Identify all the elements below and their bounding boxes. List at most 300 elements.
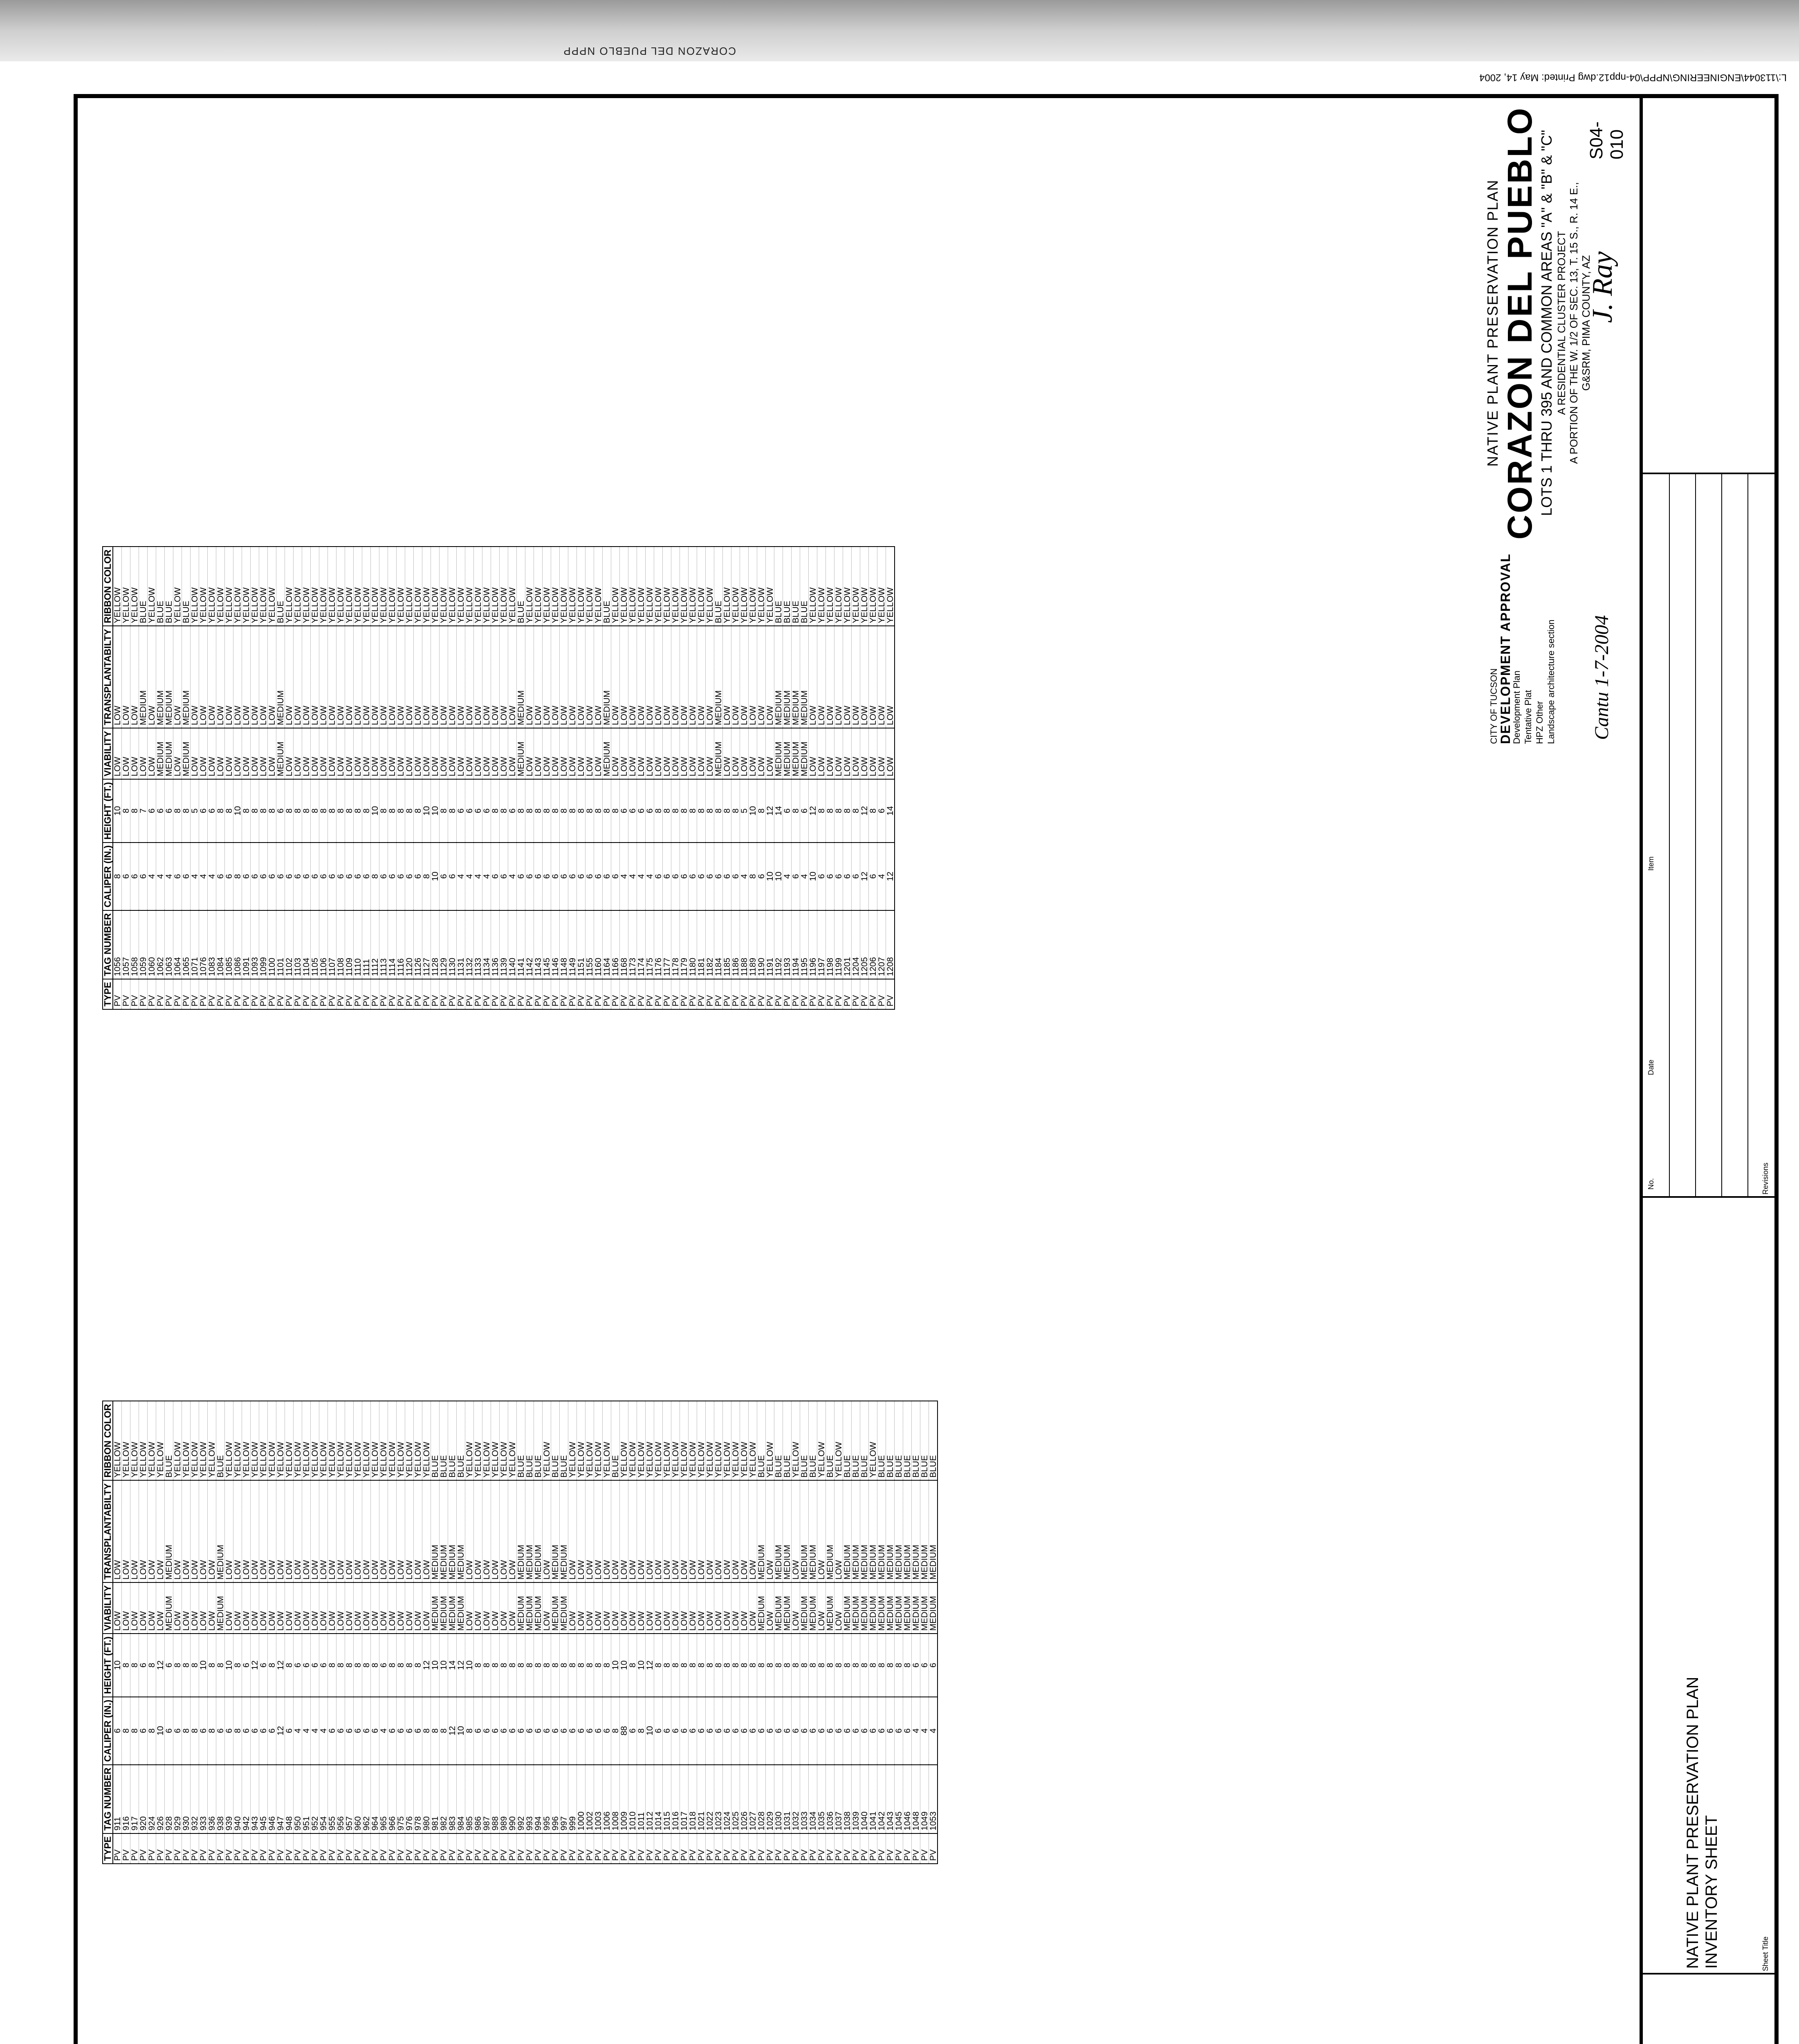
cell-cal: 10	[809, 843, 817, 910]
table-row	[225, 1401, 233, 1864]
tb-no-label: No.	[1647, 1178, 1655, 1190]
cell-trn: LOW	[706, 1480, 714, 1582]
cell-via: MEDIUM	[534, 1582, 543, 1634]
table-row	[311, 1401, 319, 1864]
cell-rib: BLUE	[903, 1401, 912, 1480]
table-row	[697, 547, 706, 1009]
cell-type: PV	[749, 1833, 757, 1864]
table-row	[431, 1401, 440, 1864]
cell-rib: YELLOW	[268, 547, 276, 626]
cell-ht: 6	[912, 1634, 920, 1697]
table-row	[920, 1401, 929, 1864]
cell-type: PV	[457, 979, 465, 1009]
column-header: TRANSPLANTABILTY	[103, 626, 113, 728]
cell-tag: 1102	[285, 910, 294, 979]
cell-trn: MEDIUM	[156, 626, 165, 728]
cell-ht: 8	[809, 1634, 817, 1697]
cell-via: MEDIUM	[920, 1582, 929, 1634]
cell-trn: LOW	[697, 626, 706, 728]
cell-type: PV	[594, 1833, 603, 1864]
cell-rib: BLUE	[895, 1401, 903, 1480]
cell-type: PV	[379, 979, 388, 1009]
cell-ht: 8	[826, 1634, 834, 1697]
cell-ht: 8	[397, 779, 405, 843]
cell-rib: BLUE	[800, 547, 809, 626]
cell-rib: YELLOW	[482, 547, 491, 626]
cell-cal: 4	[302, 1697, 311, 1765]
cell-type: PV	[809, 979, 817, 1009]
inventory-table	[102, 1401, 938, 1864]
cell-type: PV	[877, 1833, 886, 1864]
cell-type: PV	[482, 979, 491, 1009]
cell-via: LOW	[886, 728, 895, 779]
table-row	[216, 1401, 225, 1864]
cell-rib: YELLOW	[637, 547, 646, 626]
cell-cal: 8	[611, 1697, 620, 1765]
cell-type: PV	[500, 979, 508, 1009]
cell-ht: 8	[216, 1634, 225, 1697]
cell-tag: 1180	[689, 910, 697, 979]
cell-via: LOW	[877, 728, 886, 779]
cell-rib: YELLOW	[130, 547, 139, 626]
cell-trn: LOW	[294, 626, 302, 728]
cell-cal: 6	[551, 1697, 560, 1765]
table-row	[440, 1401, 448, 1864]
cell-type: PV	[500, 1833, 508, 1864]
project-sub1: A RESIDENTIAL CLUSTER PROJECT	[1555, 231, 1568, 415]
cell-via: MEDIUM	[448, 1582, 457, 1634]
cell-trn: MEDIUM	[139, 626, 148, 728]
cell-type: PV	[697, 979, 706, 1009]
table-row	[731, 547, 740, 1009]
cell-rib: YELLOW	[268, 1401, 276, 1480]
cell-cal: 6	[603, 1697, 611, 1765]
cell-tag: 1100	[268, 910, 276, 979]
cell-ht: 8	[491, 1634, 500, 1697]
table-row	[130, 1401, 139, 1864]
cell-trn: LOW	[405, 626, 414, 728]
cell-trn: LOW	[749, 626, 757, 728]
cell-trn: LOW	[139, 1480, 148, 1582]
table-row	[594, 1401, 603, 1864]
cell-rib: YELLOW	[362, 547, 371, 626]
cell-tag: 1133	[474, 910, 482, 979]
cell-rib: BLUE	[216, 1401, 225, 1480]
table-row	[148, 1401, 156, 1864]
cell-type: PV	[663, 1833, 671, 1864]
cell-ht: 8	[843, 779, 852, 843]
cell-rib: YELLOW	[345, 1401, 354, 1480]
cell-type: PV	[491, 979, 500, 1009]
table-row	[165, 547, 173, 1009]
cell-via: LOW	[251, 728, 259, 779]
cell-via: MEDIUM	[276, 728, 285, 779]
cell-tag: 1057	[122, 910, 130, 979]
cell-via: LOW	[663, 728, 671, 779]
cell-rib: YELLOW	[620, 1401, 628, 1480]
table-row	[749, 1401, 757, 1864]
cell-cal: 6	[311, 843, 319, 910]
cell-cal: 6	[414, 1697, 422, 1765]
cell-ht: 8	[208, 1634, 216, 1697]
cell-ht: 12	[251, 1634, 259, 1697]
cell-trn: LOW	[534, 626, 543, 728]
cell-cal: 6	[371, 1697, 379, 1765]
table-row	[834, 547, 843, 1009]
cell-cal: 8	[113, 843, 122, 910]
cell-ht: 10	[199, 1634, 208, 1697]
cell-via: MEDIUM	[792, 728, 800, 779]
cell-via: LOW	[130, 1582, 139, 1634]
cell-trn: LOW	[809, 626, 817, 728]
cell-ht: 8	[508, 1634, 517, 1697]
cell-trn: MEDIUM	[603, 626, 611, 728]
cell-via: LOW	[749, 728, 757, 779]
cell-rib: YELLOW	[543, 547, 551, 626]
cell-rib: YELLOW	[388, 1401, 397, 1480]
cell-rib: YELLOW	[869, 1401, 877, 1480]
cell-cal: 6	[440, 843, 448, 910]
cell-rib: BLUE	[774, 547, 783, 626]
table-row	[208, 547, 216, 1009]
cell-type: PV	[122, 1833, 130, 1864]
cell-rib: YELLOW	[637, 1401, 646, 1480]
cell-trn: LOW	[276, 1480, 285, 1582]
cell-type: PV	[165, 979, 173, 1009]
table-row	[302, 547, 311, 1009]
cell-cal: 6	[731, 1697, 740, 1765]
column-header: HEIGHT (FT.)	[103, 1634, 113, 1697]
table-row	[817, 547, 826, 1009]
cell-rib: YELLOW	[852, 547, 860, 626]
cell-via: MEDIUM	[912, 1582, 920, 1634]
cell-cal: 6	[680, 1697, 689, 1765]
cell-trn: LOW	[251, 1480, 259, 1582]
cell-rib: BLUE	[843, 1401, 852, 1480]
cell-trn: LOW	[311, 626, 319, 728]
cell-trn: LOW	[448, 626, 457, 728]
cell-cal: 6	[886, 1697, 895, 1765]
table-row	[792, 547, 800, 1009]
cell-ht: 6	[783, 779, 792, 843]
cell-ht: 6	[319, 1634, 328, 1697]
cell-via: MEDIUM	[517, 1582, 525, 1634]
cell-trn: LOW	[585, 1480, 594, 1582]
cell-rib: YELLOW	[834, 1401, 843, 1480]
cell-tag: 1197	[817, 910, 826, 979]
cell-via: LOW	[251, 1582, 259, 1634]
cell-tag: 985	[465, 1765, 474, 1833]
cell-ht: 8	[405, 1634, 414, 1697]
cell-rib: YELLOW	[594, 1401, 603, 1480]
cell-type: PV	[182, 979, 191, 1009]
cell-cal: 4	[620, 843, 628, 910]
cell-cal: 4	[912, 1697, 920, 1765]
cell-type: PV	[491, 1833, 500, 1864]
cell-rib: YELLOW	[397, 1401, 405, 1480]
table-header-row	[103, 547, 113, 1009]
column-header: VIABILITY	[103, 1582, 113, 1634]
column-header: TAG NUMBER	[103, 910, 113, 979]
cell-trn: LOW	[585, 626, 594, 728]
cell-rib: YELLOW	[422, 547, 431, 626]
cell-cal: 6	[448, 843, 457, 910]
cell-tag: 1188	[740, 910, 749, 979]
cell-cal: 6	[500, 843, 508, 910]
cell-type: PV	[577, 1833, 585, 1864]
cell-via: MEDIUM	[895, 1582, 903, 1634]
table-row	[336, 1401, 345, 1864]
cell-rib: YELLOW	[336, 547, 345, 626]
table-row	[285, 1401, 294, 1864]
cell-type: PV	[603, 1833, 611, 1864]
cell-cal: 8	[233, 1697, 242, 1765]
cell-rib: YELLOW	[689, 1401, 697, 1480]
cell-via: LOW	[500, 1582, 508, 1634]
table-row	[388, 547, 397, 1009]
cell-trn: LOW	[156, 1480, 165, 1582]
cell-ht: 8	[731, 779, 740, 843]
cell-ht: 8	[482, 1634, 491, 1697]
cell-ht: 6	[457, 779, 465, 843]
cell-via: LOW	[731, 728, 740, 779]
cell-cal: 8	[749, 843, 757, 910]
cell-trn: MEDIUM	[783, 626, 792, 728]
table-row	[903, 1401, 912, 1864]
cell-ht: 8	[834, 1634, 843, 1697]
cell-cal: 6	[697, 843, 706, 910]
cell-via: LOW	[474, 728, 482, 779]
table-row	[740, 1401, 749, 1864]
cell-type: PV	[302, 979, 311, 1009]
cell-tag: 1166	[611, 910, 620, 979]
cell-rib: YELLOW	[319, 547, 328, 626]
cell-rib: YELLOW	[474, 547, 482, 626]
cell-tag: 996	[551, 1765, 560, 1833]
cell-cal: 6	[251, 843, 259, 910]
cell-tag: 946	[268, 1765, 276, 1833]
cell-trn: LOW	[646, 1480, 654, 1582]
cell-rib: YELLOW	[568, 1401, 577, 1480]
cell-tag: 986	[474, 1765, 482, 1833]
cell-cal: 88	[620, 1697, 628, 1765]
cell-via: LOW	[646, 1582, 654, 1634]
cell-ht: 8	[714, 1634, 723, 1697]
cell-via: LOW	[225, 728, 233, 779]
cell-ht: 6	[482, 779, 491, 843]
table-row	[482, 547, 491, 1009]
cell-rib: BLUE	[156, 547, 165, 626]
cell-ht: 8	[792, 1634, 800, 1697]
cell-type: PV	[354, 1833, 362, 1864]
table-row	[568, 1401, 577, 1864]
cell-ht: 8	[328, 1634, 336, 1697]
cell-type: PV	[680, 979, 689, 1009]
cell-type: PV	[646, 1833, 654, 1864]
cell-rib: YELLOW	[354, 1401, 362, 1480]
table-row	[113, 547, 122, 1009]
table-row	[757, 547, 766, 1009]
cell-type: PV	[379, 1833, 388, 1864]
cell-trn: LOW	[714, 1480, 723, 1582]
cell-trn: LOW	[242, 626, 251, 728]
cell-via: LOW	[233, 728, 242, 779]
cell-trn: MEDIUM	[895, 1480, 903, 1582]
cell-ht: 8	[371, 1634, 379, 1697]
cell-trn: LOW	[113, 1480, 122, 1582]
cell-rib: BLUE	[517, 1401, 525, 1480]
cell-tag: 1181	[697, 910, 706, 979]
cell-trn: LOW	[817, 626, 826, 728]
cell-trn: LOW	[817, 1480, 826, 1582]
cell-tag: 1032	[792, 1765, 800, 1833]
approval-line4: Landscape architecture section	[1546, 619, 1556, 744]
cell-tag: 948	[285, 1765, 294, 1833]
cell-tag: 943	[251, 1765, 259, 1833]
cell-rib: BLUE	[912, 1401, 920, 1480]
cell-trn: LOW	[354, 1480, 362, 1582]
cell-cal: 6	[774, 1697, 783, 1765]
cell-type: PV	[165, 1833, 173, 1864]
cell-ht: 8	[680, 1634, 689, 1697]
cell-type: PV	[869, 1833, 877, 1864]
cell-rib: YELLOW	[311, 547, 319, 626]
cell-type: PV	[774, 1833, 783, 1864]
cell-rib: YELLOW	[843, 547, 852, 626]
cell-cal: 8	[371, 843, 379, 910]
table-row	[826, 547, 834, 1009]
table-row	[929, 1401, 938, 1864]
cell-rib: BLUE	[783, 1401, 792, 1480]
project-name: CORAZON DEL PUEBLO	[1501, 106, 1539, 540]
cell-rib: BLUE	[783, 547, 792, 626]
cell-rib: YELLOW	[766, 1401, 774, 1480]
cell-tag: 1059	[139, 910, 148, 979]
cell-cal: 10	[457, 1697, 465, 1765]
cell-cal: 4	[191, 843, 199, 910]
cell-via: LOW	[611, 1582, 620, 1634]
cell-trn: LOW	[173, 626, 182, 728]
cell-ht: 8	[362, 779, 371, 843]
cell-rib: YELLOW	[251, 1401, 259, 1480]
cell-trn: LOW	[302, 626, 311, 728]
cell-trn: LOW	[122, 1480, 130, 1582]
cell-ht: 8	[397, 1634, 405, 1697]
cell-cal: 6	[551, 843, 560, 910]
cell-ht: 8	[560, 779, 568, 843]
cell-trn: MEDIUM	[165, 1480, 173, 1582]
cell-rib: YELLOW	[362, 1401, 371, 1480]
cell-via: LOW	[311, 728, 319, 779]
cell-via: LOW	[113, 1582, 122, 1634]
table-row	[706, 547, 714, 1009]
table-row	[817, 1401, 826, 1864]
cell-ht: 6	[156, 779, 165, 843]
cell-via: LOW	[577, 728, 585, 779]
cell-tag: 983	[448, 1765, 457, 1833]
cell-trn: LOW	[397, 1480, 405, 1582]
cell-ht: 8	[577, 1634, 585, 1697]
cell-via: MEDIUM	[525, 1582, 534, 1634]
cell-trn: MEDIUM	[551, 1480, 560, 1582]
cell-via: LOW	[113, 728, 122, 779]
cell-tag: 933	[199, 1765, 208, 1833]
cell-cal: 12	[448, 1697, 457, 1765]
cell-cal: 6	[388, 1697, 397, 1765]
cell-trn: LOW	[414, 626, 422, 728]
cell-rib: YELLOW	[482, 1401, 491, 1480]
cell-tag: 920	[139, 1765, 148, 1833]
cell-trn: MEDIUM	[182, 626, 191, 728]
cell-tag: 1017	[680, 1765, 689, 1833]
cell-via: LOW	[388, 1582, 397, 1634]
cell-cal: 6	[379, 843, 388, 910]
cell-via: LOW	[268, 728, 276, 779]
cell-cal: 8	[148, 1697, 156, 1765]
cell-rib: BLUE	[182, 547, 191, 626]
cell-via: LOW	[285, 1582, 294, 1634]
cell-cal: 6	[817, 1697, 826, 1765]
cell-cal: 4	[482, 843, 491, 910]
cell-type: PV	[568, 1833, 577, 1864]
cell-type: PV	[792, 979, 800, 1009]
cell-trn: MEDIUM	[774, 1480, 783, 1582]
column-header: TAG NUMBER	[103, 1765, 113, 1833]
cell-via: LOW	[491, 728, 500, 779]
table-row	[740, 547, 749, 1009]
column-header: TYPE	[103, 979, 113, 1009]
cell-type: PV	[740, 979, 749, 1009]
cell-tag: 1023	[714, 1765, 723, 1833]
cell-cal: 6	[491, 1697, 500, 1765]
cell-cal: 10	[431, 843, 440, 910]
cell-type: PV	[585, 1833, 594, 1864]
cell-cal: 6	[809, 1697, 817, 1765]
cell-ht: 8	[216, 779, 225, 843]
cell-via: MEDIUM	[852, 1582, 860, 1634]
cell-rib: YELLOW	[251, 547, 259, 626]
cell-via: LOW	[354, 1582, 362, 1634]
cell-type: PV	[826, 979, 834, 1009]
table-row	[671, 1401, 680, 1864]
table-row	[783, 547, 792, 1009]
cell-ht: 8	[680, 779, 689, 843]
cell-type: PV	[345, 979, 354, 1009]
cell-cal: 6	[594, 1697, 603, 1765]
cell-cal: 4	[208, 843, 216, 910]
cell-via: MEDIUM	[431, 1582, 440, 1634]
cell-via: MEDIUM	[877, 1582, 886, 1634]
cell-cal: 6	[508, 1697, 517, 1765]
cell-trn: LOW	[379, 1480, 388, 1582]
cell-type: PV	[671, 1833, 680, 1864]
cell-via: LOW	[122, 728, 130, 779]
cell-via: LOW	[294, 728, 302, 779]
cell-cal: 12	[276, 1697, 285, 1765]
cell-trn: MEDIUM	[757, 1480, 766, 1582]
cell-tag: 1056	[113, 910, 122, 979]
table-row	[371, 547, 379, 1009]
cell-rib: YELLOW	[122, 547, 130, 626]
cell-type: PV	[508, 979, 517, 1009]
cell-ht: 5	[740, 779, 749, 843]
cell-trn: LOW	[405, 1480, 414, 1582]
cell-ht: 8	[697, 1634, 706, 1697]
inventory-table-3	[102, 546, 895, 1010]
cell-tag: 1035	[817, 1765, 826, 1833]
cell-rib: BLUE	[611, 1401, 620, 1480]
cell-cal: 6	[251, 1697, 259, 1765]
